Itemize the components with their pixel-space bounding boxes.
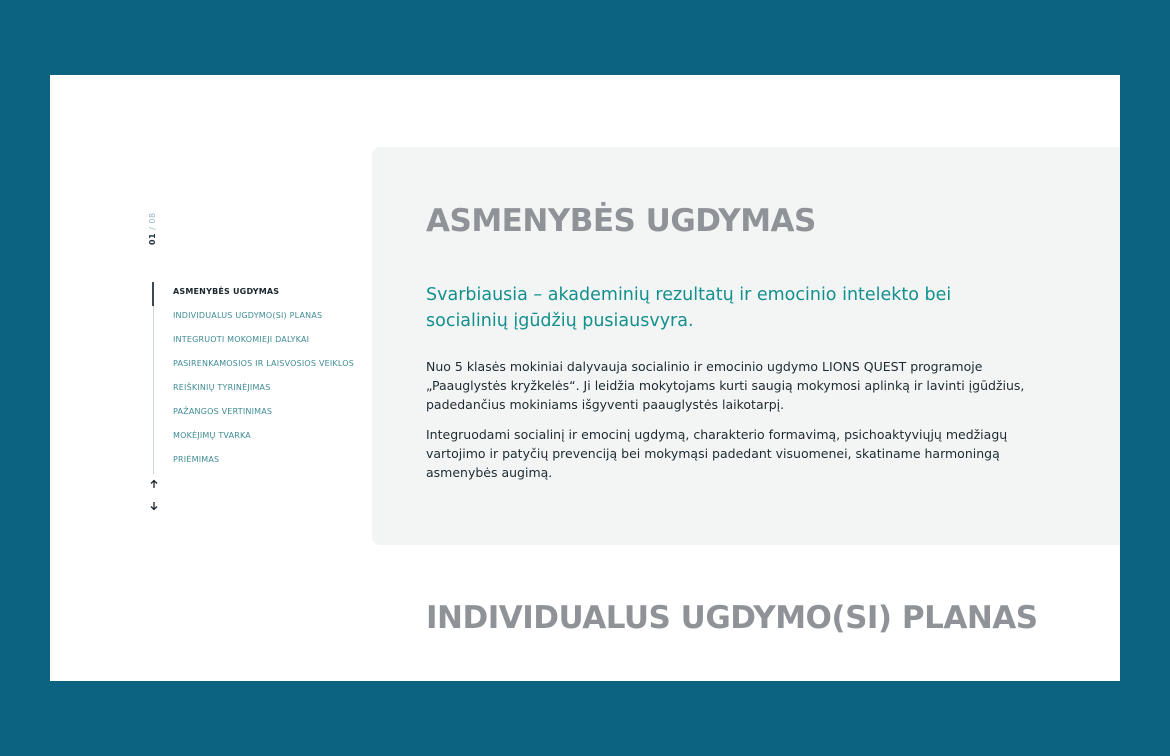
nav-item-integruoti-dalykai[interactable]: INTEGRUOTI MOKOMIEJI DALYKAI <box>173 335 310 344</box>
nav-progress-indicator <box>152 282 154 306</box>
section-paragraph-1: Nuo 5 klasės mokiniai dalyvauja socialinio ir emocinio ugdymo LIONS QUEST programoje „Paauglystės kryžkelės“. Ji leidžia mokytojams kurti saugią mokymosi aplinką ir lavinti įgūdžius, padedančius mokiniams išgyventi paauglystės laikotarpį. <box>426 359 1025 412</box>
nav-item-individualus-planas[interactable]: INDIVIDUALUS UGDYMO(SI) PLANAS <box>173 311 323 320</box>
nav-item-reiskiniu-tyrinejimas[interactable]: REIŠKINIŲ TYRINĖJIMAS <box>173 383 271 392</box>
nav-item-mokejimu-tvarka[interactable]: MOKĖJIMŲ TVARKA <box>173 431 251 440</box>
arrow-down-icon[interactable] <box>149 501 159 511</box>
arrow-down-icon-svg <box>149 501 159 511</box>
nav-item-asmenybes-ugdymas[interactable]: ASMENYBĖS UGDYMAS <box>173 287 280 296</box>
section-nav <box>173 286 354 478</box>
section-counter <box>148 212 157 245</box>
section-lead: Svarbiausia – akademinių rezultatų ir emocinio intelekto bei socialinių įgūdžių pusiausvyra. <box>426 285 952 331</box>
arrow-up-icon[interactable] <box>149 479 159 489</box>
counter-separator: / <box>148 226 157 230</box>
page <box>50 75 1120 681</box>
section-title: ASMENYBĖS UGDYMAS <box>426 203 816 239</box>
nav-item-priemimas[interactable]: PRIĖMIMAS <box>173 455 220 464</box>
counter-current: 01 <box>148 232 157 245</box>
arrow-up-icon-svg <box>149 479 159 489</box>
section-paragraph-2: Integruodami socialinį ir emocinį ugdymą, charakterio formavimą, psichoaktyviųjų medžiagų vartojimo ir patyčių prevenciją bei mokymąsi padedant visuomenei, skatiname harmoningą asmenybės augimą. <box>426 427 1008 480</box>
nav-item-pasirenkamosios-veiklos[interactable]: PASIRENKAMOSIOS IR LAISVOSIOS VEIKLOS <box>173 359 355 368</box>
counter-total: 08 <box>148 212 157 224</box>
nav-item-pazangos-vertinimas[interactable]: PAŽANGOS VERTINIMAS <box>173 407 273 416</box>
next-section-title: INDIVIDUALUS UGDYMO(SI) PLANAS <box>426 600 1038 636</box>
nav-progress-track <box>153 282 154 474</box>
